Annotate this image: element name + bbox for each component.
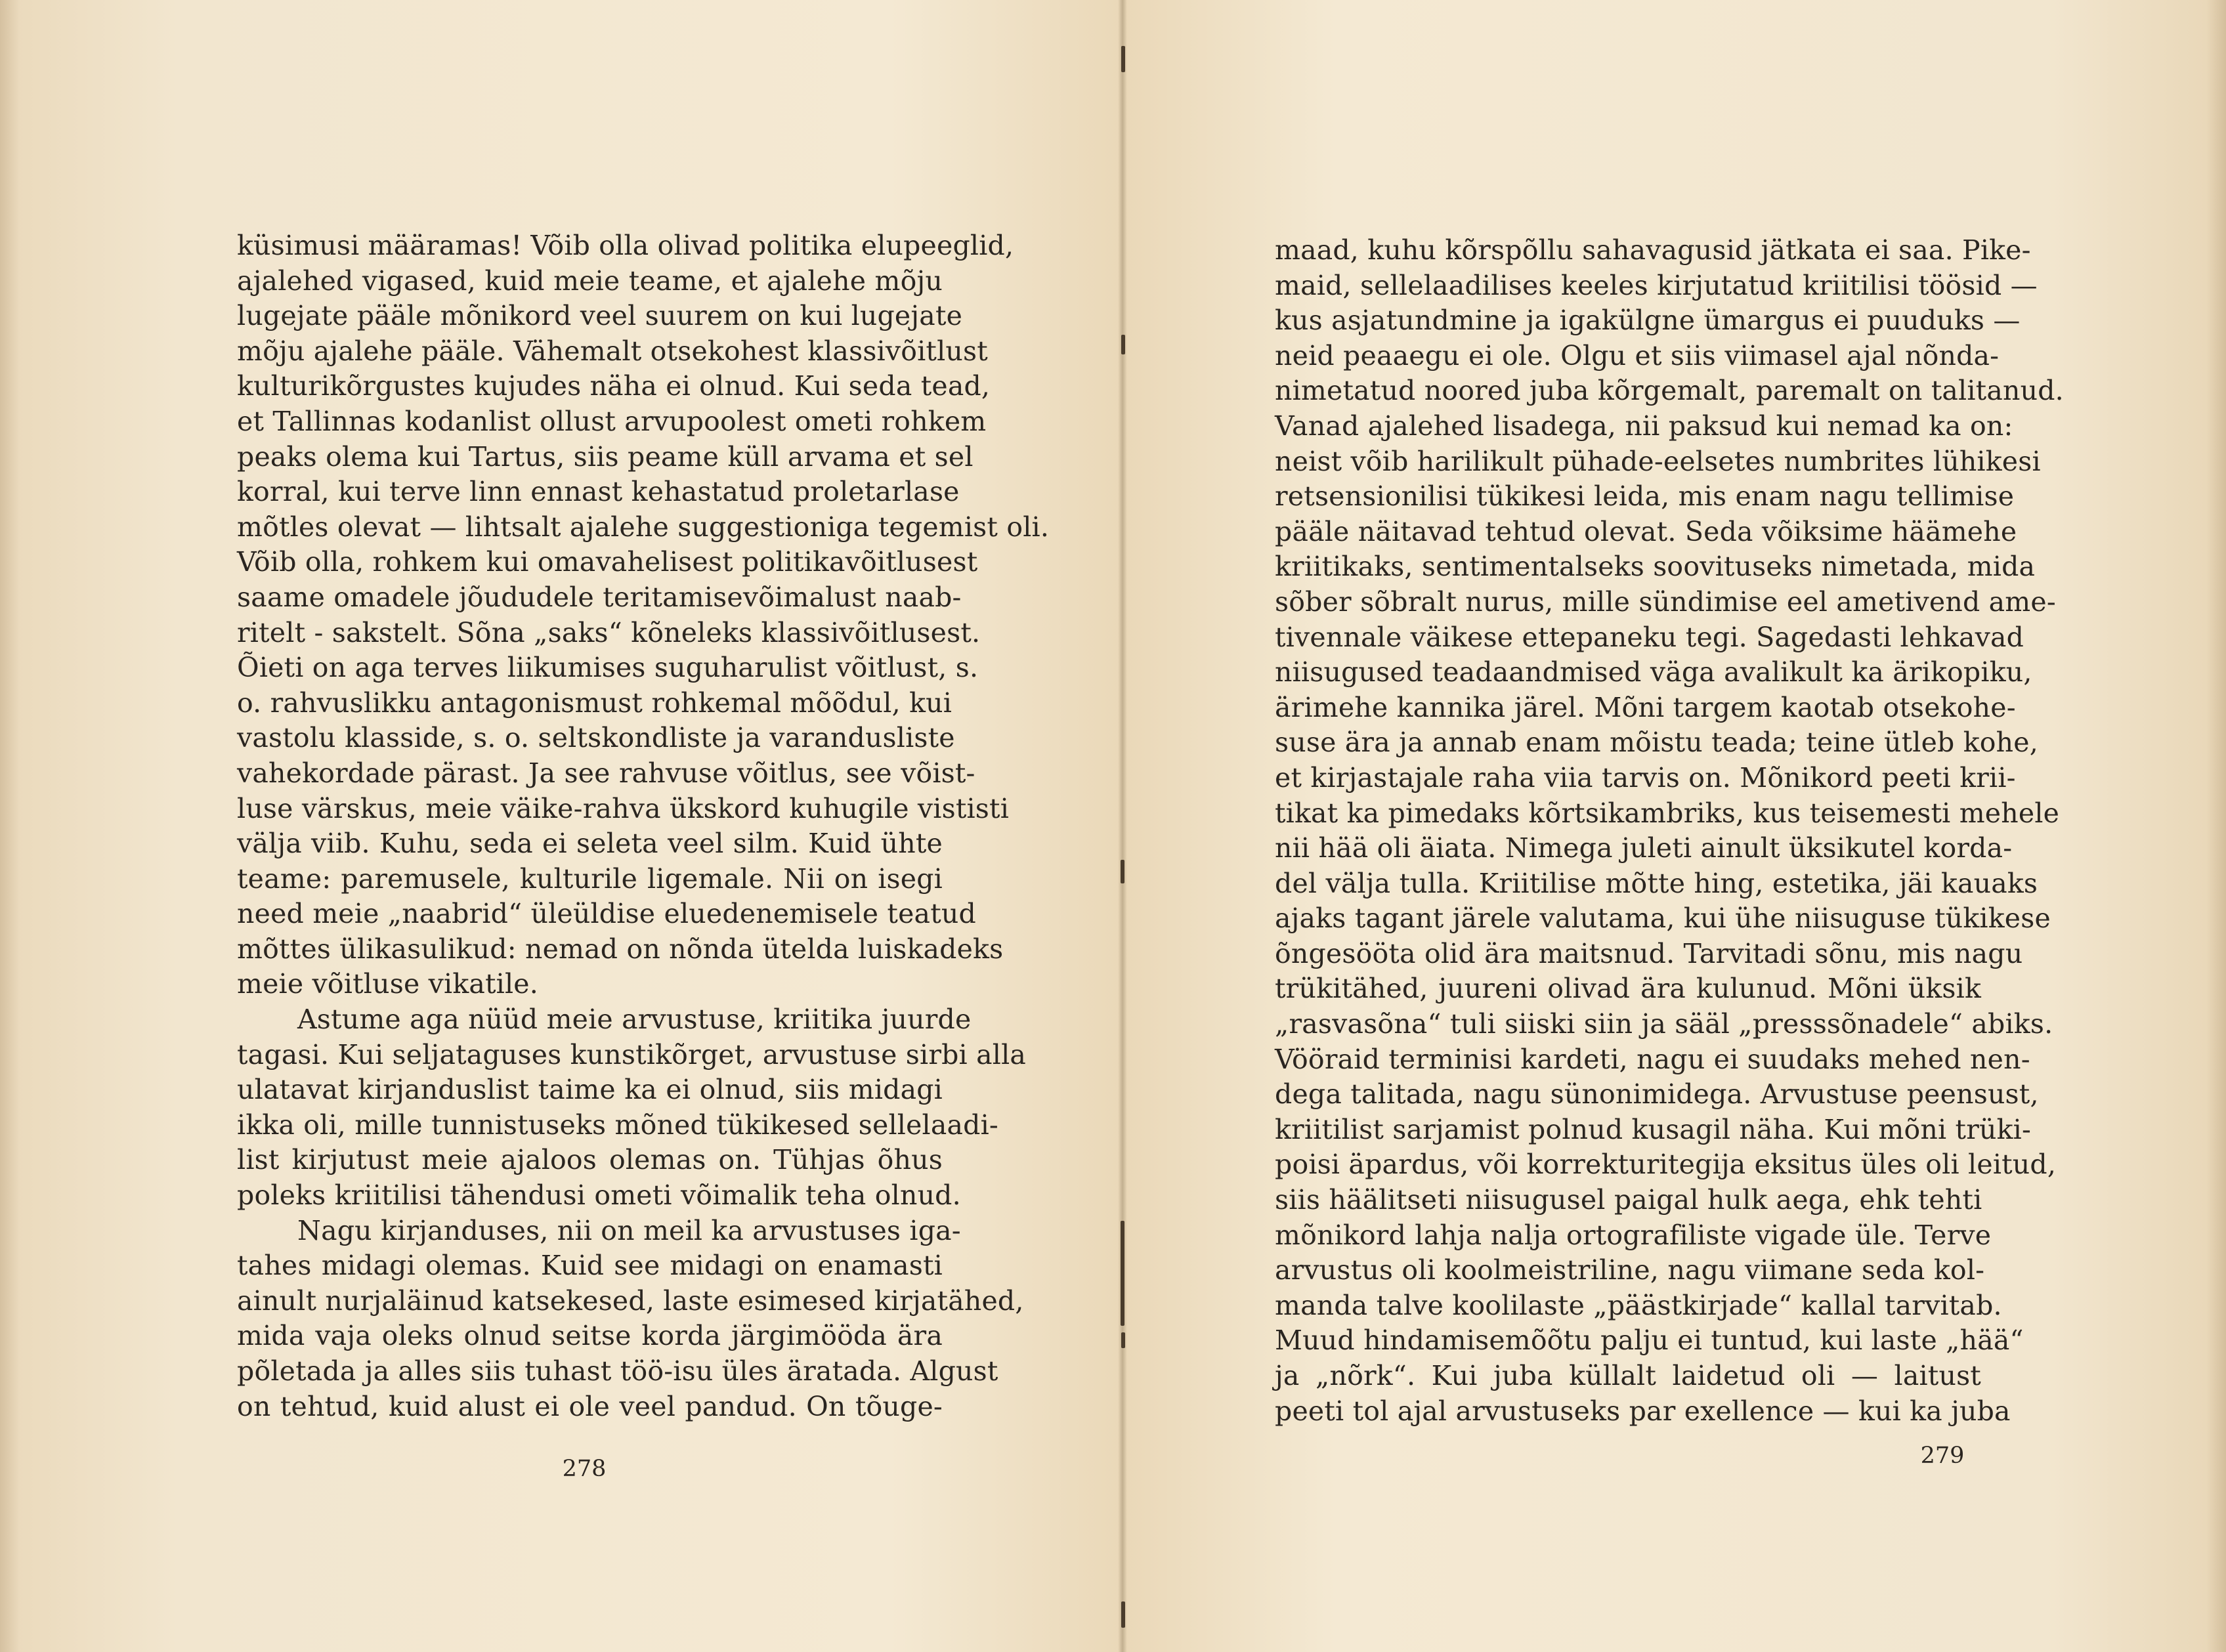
text-line: ajaks tagant järele valutama, kui ühe niisuguse tükikese [1275, 902, 2051, 935]
text-line: manda talve koolilaste „päästkirjade“ kallal tarvitab. [1275, 1289, 2002, 1321]
text-line: vastolu klasside, s. o. seltskondliste ja varandusliste [237, 722, 955, 754]
binding-thread-mark [1121, 1332, 1125, 1348]
text-line: mõju ajalehe pääle. Vähemalt otsekohest klassivõitlust [237, 335, 988, 367]
text-line: teame: paremusele, kulturile ligemale. Nii on isegi [237, 862, 943, 895]
text-line: on tehtud, kuid alust ei ole veel pandud. On tõuge- [237, 1390, 943, 1422]
text-line: ja „nõrk“. Kui juba küllalt laidetud oli — laitust [1275, 1360, 1981, 1391]
text-line: Vööraid terminisi kardeti, nagu ei suudaks mehed nen- [1275, 1043, 2030, 1075]
text-line: välja viib. Kuhu, seda ei seleta veel silm. Kuid ühte [237, 828, 943, 860]
text-line: arvustus oli koolmeistriline, nagu viimane seda kol- [1275, 1254, 1985, 1286]
text-line: saame omadele jõududele teritamisevõimalust naab- [237, 581, 962, 613]
text-line: nii hää oli äiata. Nimega juleti ainult üksikutel korda- [1275, 832, 2013, 864]
left-page-text [237, 228, 1050, 1424]
text-line: nimetatud noored juba kõrgemalt, paremalt on talitanud. [1275, 375, 2064, 407]
text-line: siis häälitseti niisugusel paigal hulk aega, ehk tehti [1275, 1184, 1982, 1216]
right-page [1127, 0, 2226, 1652]
text-line: põletada ja alles siis tuhast töö-isu üles äratada. Algust [237, 1355, 998, 1387]
text-line: Õieti on aga terves liikumises suguharulist võitlust, s. [237, 652, 979, 684]
text-line: mida vaja oleks olnud seitse korda järgimööda ära [237, 1320, 943, 1352]
text-line: et Tallinnas kodanlist ollust arvupoolest ometi rohkem [237, 405, 987, 437]
binding-thread-mark [1121, 1601, 1125, 1628]
text-line: neid peaaegu ei ole. Olgu et siis viimasel ajal nõnda- [1275, 339, 2000, 371]
text-line: ajalehed vigased, kuid meie teame, et ajalehe mõju [237, 265, 943, 297]
text-line: tagasi. Kui seljataguses kunstikõrget, arvustuse sirbi alla [237, 1038, 1027, 1070]
text-line: „rasvasõna“ tuli siiski siin ja sääl „presssõnadele“ abiks. [1275, 1008, 2053, 1040]
text-line: mõttes ülikasulikud: nemad on nõnda ütelda luiskadeks [237, 933, 1004, 965]
text-line: del välja tulla. Kriitilise mõtte hing, estetika, jäi kauaks [1275, 867, 2038, 899]
text-line: mõtles olevat — lihtsalt ajalehe suggestioniga tegemist oli. [237, 511, 1050, 543]
text-line: sõber sõbralt nurus, mille sündimise eel ametivend ame- [1275, 585, 2056, 618]
text-line: Vanad ajalehed lisadega, nii paksud kui nemad ka on: [1275, 410, 2013, 442]
text-line: vahekordade pärast. Ja see rahvuse võitlus, see võist- [237, 757, 975, 789]
page-number: 278 [562, 1456, 607, 1482]
right-page-text [1275, 233, 2064, 1429]
text-line: ikka oli, mille tunnistuseks mõned tükikesed sellelaadi- [237, 1109, 998, 1141]
text-line: peaks olema kui Tartus, siis peame küll arvama et sel [237, 440, 974, 473]
text-line: maad, kuhu kõrspõllu sahavagusid jätkata ei saa. Pike- [1275, 234, 2031, 266]
text-line: neist võib harilikult pühade-eelsetes numbrites lühikesi [1275, 445, 2041, 477]
text-line: kus asjatundmine ja igakülgne ümargus ei puuduks — [1275, 305, 2021, 337]
text-line: meie võitluse vikatile. [237, 968, 539, 1000]
page-number: 279 [1920, 1443, 1965, 1469]
text-line: tivennale väikese ettepaneku tegi. Sagedasti lehkavad [1275, 621, 2024, 653]
text-line: retsensionilisi tükikesi leida, mis enam nagu tellimise [1275, 480, 2015, 513]
text-line: list kirjutust meie ajaloos olemas on. Tühjas õhus [237, 1144, 943, 1176]
text-line: Astume aga nüüd meie arvustuse, kriitika juurde [297, 1004, 972, 1036]
text-line: need meie „naabrid“ üleüldise eluedenemisele teatud [237, 898, 976, 930]
binding-thread-mark [1121, 46, 1125, 72]
text-line: lugejate pääle mõnikord veel suurem on kui lugejate [237, 300, 963, 332]
text-line: luse värskus, meie väike-rahva ükskord kuhugile vististi [237, 792, 1010, 824]
text-line: tahes midagi olemas. Kuid see midagi on enamasti [237, 1250, 943, 1282]
text-line: maid, sellelaadilises keeles kirjutatud kriitilisi töösid — [1275, 269, 2038, 301]
text-line: niisugused teadaandmised väga avalikult ka ärikopiku, [1275, 656, 2032, 688]
text-line: dega talitada, nagu sünonimidega. Arvustuse peensust, [1275, 1078, 2039, 1111]
text-line: kriitilist sarjamist polnud kusagil näha. Kui mõni trüki- [1275, 1113, 2032, 1145]
text-line: ärimehe kannika järel. Mõni targem kaotab otsekohe- [1275, 691, 2016, 723]
text-line: et kirjastajale raha viia tarvis on. Mõnikord peeti krii- [1275, 761, 2016, 794]
text-line: kriitikaks, sentimentalseks soovituseks nimetada, mida [1275, 551, 2036, 583]
binding-thread-mark [1121, 1221, 1124, 1326]
text-line: pääle näitavad tehtud olevat. Seda võiksime häämehe [1275, 515, 2017, 547]
text-line: kulturikõrgustes kujudes näha ei olnud. Kui seda tead, [237, 370, 991, 402]
text-line: suse ära ja annab enam mõistu teada; teine ütleb kohe, [1275, 727, 2038, 759]
book-gutter [1118, 0, 1127, 1652]
text-line: Muud hindamisemõõtu palju ei tuntud, kui laste „hää“ [1275, 1324, 2024, 1357]
text-line: mõnikord lahja nalja ortografiliste vigade üle. Terve [1275, 1219, 1992, 1251]
text-line: o. rahvuslikku antagonismust rohkemal mõõdul, kui [237, 687, 952, 719]
text-line: ulatavat kirjanduslist taime ka ei olnud, siis midagi [237, 1074, 943, 1106]
text-line: peeti tol ajal arvustuseks par exellence — kui ka juba [1275, 1395, 2011, 1427]
text-line: tikat ka pimedaks kõrtsikambriks, kus teisemesti mehele [1275, 797, 2060, 829]
text-line: ainult nurjaläinud katsekesed, laste esimesed kirjatähed, [237, 1284, 1024, 1317]
text-line: trükitähed, juureni olivad ära kulunud. Mõni üksik [1275, 973, 1981, 1005]
text-line: õngesööta olid ära maitsnud. Tarvitadi sõnu, mis nagu [1275, 937, 2023, 969]
text-line: korral, kui terve linn ennast kehastatud proletarlase [237, 476, 960, 508]
text-line: poisi äpardus, või korrekturitegija eksitus üles oli leitud, [1275, 1149, 2057, 1181]
text-line: Võib olla, rohkem kui omavahelisest politikavõitlusest [237, 546, 978, 578]
binding-thread-mark [1121, 335, 1125, 354]
text-line: Nagu kirjanduses, nii on meil ka arvustuses iga- [297, 1214, 961, 1246]
binding-thread-mark [1121, 860, 1124, 883]
text-line: ritelt - sakstelt. Sõna „saks“ kõneleks klassivõitlusest. [237, 616, 981, 648]
text-line: küsimusi määramas! Võib olla olivad politika elupeeglid, [237, 230, 1014, 261]
text-line: poleks kriitilisi tähendusi ometi võimalik teha olnud. [237, 1179, 961, 1212]
